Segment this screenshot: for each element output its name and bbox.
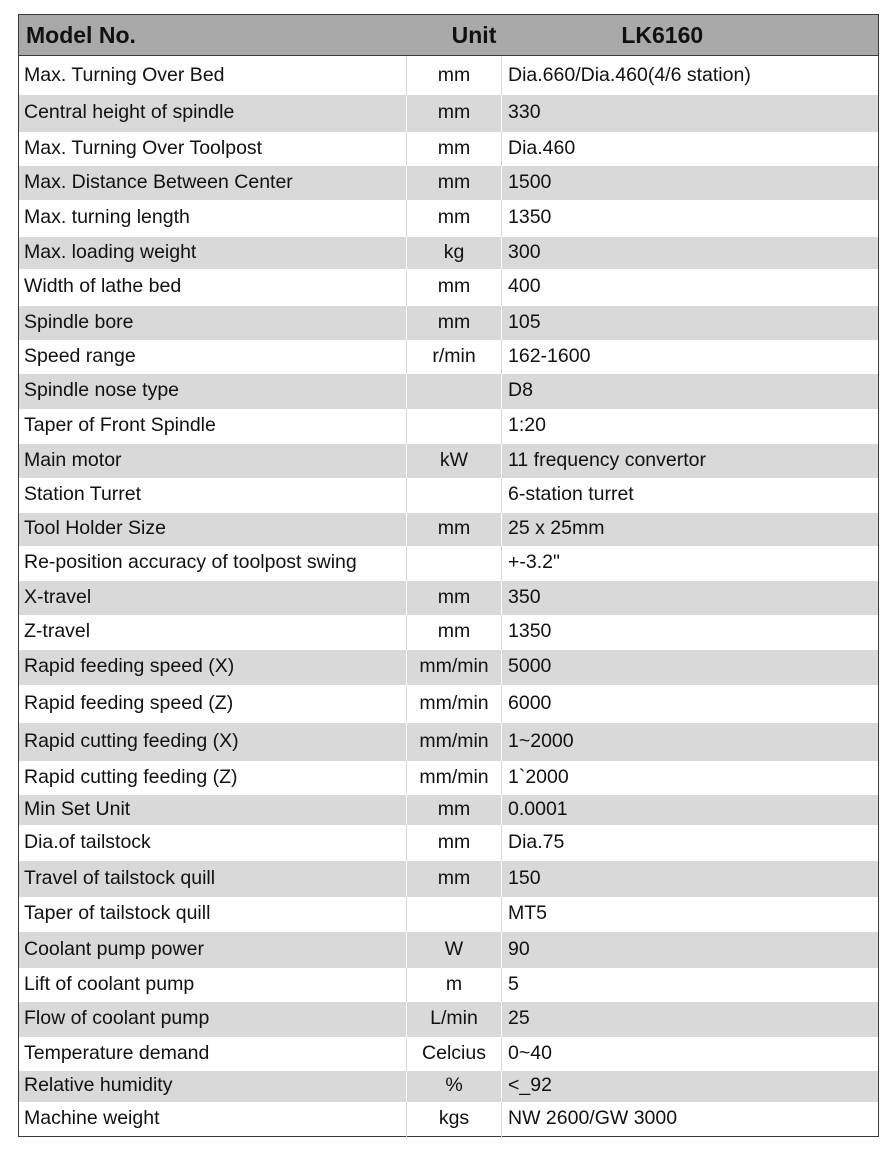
spec-value: Dia.660/Dia.460(4/6 station) <box>502 56 879 95</box>
table-row <box>19 200 879 237</box>
spec-unit: mm <box>407 795 502 825</box>
table-row <box>19 269 879 306</box>
spec-param: Max. Distance Between Center <box>19 166 407 200</box>
header-model-no: Model No. <box>19 15 407 56</box>
spec-unit <box>407 478 502 513</box>
spec-unit: mm/min <box>407 723 502 761</box>
spec-param: X-travel <box>19 581 407 615</box>
table-row <box>19 1037 879 1071</box>
spec-unit: mm <box>407 861 502 897</box>
spec-value: 25 <box>502 1002 879 1037</box>
table-row <box>19 581 879 615</box>
spec-param: Temperature demand <box>19 1037 407 1071</box>
table-row <box>19 1002 879 1037</box>
spec-param: Taper of tailstock quill <box>19 897 407 932</box>
spec-unit: kW <box>407 444 502 478</box>
header-unit: Unit <box>407 15 502 56</box>
spec-param: Travel of tailstock quill <box>19 861 407 897</box>
spec-param: Central height of spindle <box>19 95 407 132</box>
spec-value: 1350 <box>502 200 879 237</box>
spec-value: 300 <box>502 237 879 269</box>
table-row <box>19 513 879 546</box>
spec-value: 0.0001 <box>502 795 879 825</box>
spec-value: <_92 <box>502 1071 879 1102</box>
table-row <box>19 932 879 968</box>
spec-value: NW 2600/GW 3000 <box>502 1102 879 1137</box>
spec-value: 1350 <box>502 615 879 650</box>
spec-param: Rapid cutting feeding (Z) <box>19 761 407 795</box>
spec-param: Taper of Front Spindle <box>19 409 407 444</box>
spec-param: Coolant pump power <box>19 932 407 968</box>
spec-unit: mm <box>407 95 502 132</box>
spec-param: Dia.of tailstock <box>19 825 407 861</box>
table-row <box>19 546 879 581</box>
header-model-value: LK6160 <box>502 15 879 56</box>
spec-unit: L/min <box>407 1002 502 1037</box>
spec-value: 162-1600 <box>502 340 879 374</box>
table-row <box>19 478 879 513</box>
spec-unit <box>407 897 502 932</box>
spec-param: Min Set Unit <box>19 795 407 825</box>
spec-value: 5 <box>502 968 879 1002</box>
spec-param: Rapid feeding speed (Z) <box>19 685 407 723</box>
spec-param: Rapid cutting feeding (X) <box>19 723 407 761</box>
spec-value: D8 <box>502 374 879 409</box>
table-row <box>19 56 879 95</box>
spec-unit: mm <box>407 306 502 340</box>
spec-unit <box>407 409 502 444</box>
spec-param: Lift of coolant pump <box>19 968 407 1002</box>
spec-value: 11 frequency convertor <box>502 444 879 478</box>
spec-param: Rapid feeding speed (X) <box>19 650 407 685</box>
spec-value: 1500 <box>502 166 879 200</box>
table-row <box>19 444 879 478</box>
spec-param: Max. turning length <box>19 200 407 237</box>
table-row <box>19 615 879 650</box>
spec-value: 25 x 25mm <box>502 513 879 546</box>
spec-param: Max. Turning Over Toolpost <box>19 132 407 166</box>
table-row <box>19 861 879 897</box>
header-row <box>19 15 879 56</box>
spec-unit: mm <box>407 132 502 166</box>
spec-unit: mm <box>407 513 502 546</box>
spec-param: Machine weight <box>19 1102 407 1137</box>
table-row <box>19 685 879 723</box>
spec-unit <box>407 374 502 409</box>
spec-value: 105 <box>502 306 879 340</box>
spec-param: Main motor <box>19 444 407 478</box>
spec-param: Z-travel <box>19 615 407 650</box>
spec-unit: mm <box>407 615 502 650</box>
spec-value: 350 <box>502 581 879 615</box>
spec-value: 6000 <box>502 685 879 723</box>
spec-value: 6-station turret <box>502 478 879 513</box>
table-row <box>19 650 879 685</box>
table-row <box>19 795 879 825</box>
spec-unit: W <box>407 932 502 968</box>
spec-value: 150 <box>502 861 879 897</box>
spec-unit: kg <box>407 237 502 269</box>
spec-unit: mm/min <box>407 685 502 723</box>
spec-unit: r/min <box>407 340 502 374</box>
spec-unit: mm/min <box>407 761 502 795</box>
spec-unit: mm <box>407 166 502 200</box>
spec-unit: Celcius <box>407 1037 502 1071</box>
table-row <box>19 306 879 340</box>
spec-unit: mm <box>407 200 502 237</box>
spec-table <box>18 14 879 1137</box>
spec-value: 400 <box>502 269 879 306</box>
table-row <box>19 340 879 374</box>
table-row <box>19 1071 879 1102</box>
spec-value: Dia.75 <box>502 825 879 861</box>
spec-value: 1:20 <box>502 409 879 444</box>
spec-value: Dia.460 <box>502 132 879 166</box>
spec-value: +-3.2" <box>502 546 879 581</box>
spec-value: 1~2000 <box>502 723 879 761</box>
spec-param: Re-position accuracy of toolpost swing <box>19 546 407 581</box>
table-row <box>19 761 879 795</box>
spec-unit: m <box>407 968 502 1002</box>
spec-value: MT5 <box>502 897 879 932</box>
spec-param: Spindle bore <box>19 306 407 340</box>
spec-value: 90 <box>502 932 879 968</box>
table-row <box>19 897 879 932</box>
spec-unit: mm/min <box>407 650 502 685</box>
spec-param: Tool Holder Size <box>19 513 407 546</box>
spec-param: Spindle nose type <box>19 374 407 409</box>
table-row <box>19 825 879 861</box>
table-row <box>19 95 879 132</box>
table-row <box>19 166 879 200</box>
spec-unit <box>407 546 502 581</box>
table-row <box>19 237 879 269</box>
spec-unit: mm <box>407 825 502 861</box>
spec-value: 5000 <box>502 650 879 685</box>
spec-param: Speed range <box>19 340 407 374</box>
spec-unit: mm <box>407 269 502 306</box>
spec-value: 0~40 <box>502 1037 879 1071</box>
spec-unit: kgs <box>407 1102 502 1137</box>
spec-param: Flow of coolant pump <box>19 1002 407 1037</box>
spec-unit: mm <box>407 56 502 95</box>
spec-value: 330 <box>502 95 879 132</box>
spec-param: Width of lathe bed <box>19 269 407 306</box>
table-row <box>19 968 879 1002</box>
table-row <box>19 374 879 409</box>
table-row <box>19 409 879 444</box>
spec-param: Max. Turning Over Bed <box>19 56 407 95</box>
spec-param: Max. loading weight <box>19 237 407 269</box>
spec-value: 1`2000 <box>502 761 879 795</box>
spec-table-header <box>19 15 879 56</box>
spec-param: Station Turret <box>19 478 407 513</box>
spec-param: Relative humidity <box>19 1071 407 1102</box>
table-row <box>19 723 879 761</box>
spec-unit: mm <box>407 581 502 615</box>
spec-unit: % <box>407 1071 502 1102</box>
table-row <box>19 1102 879 1137</box>
table-row <box>19 132 879 166</box>
spec-table-body <box>19 56 879 1137</box>
